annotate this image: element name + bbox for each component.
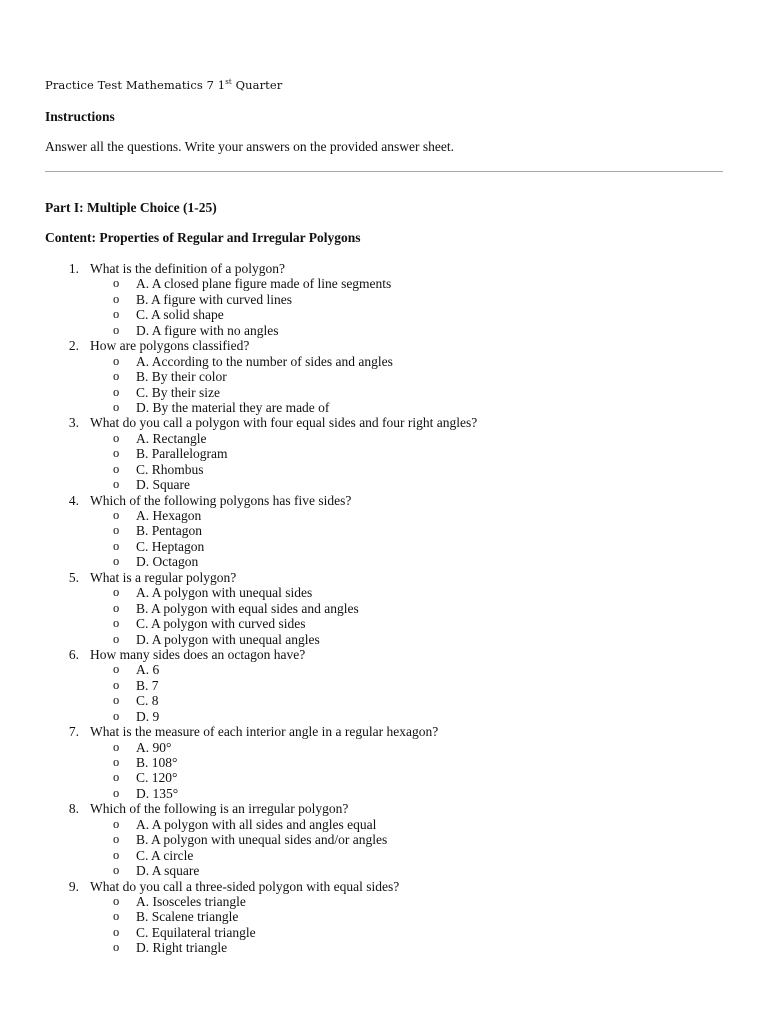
question-text: What do you call a polygon with four equal sides and four right angles? — [90, 415, 478, 431]
answer-option-text: A. 90° — [136, 739, 172, 755]
answer-option — [0, 323, 768, 338]
question-number: 6. — [68, 646, 79, 662]
answer-option — [0, 894, 768, 909]
answer-option-text: D. By the material they are made of — [136, 399, 330, 415]
answer-option-text: C. Heptagon — [136, 538, 205, 554]
answer-option-text: C. 8 — [136, 693, 159, 709]
answer-option — [0, 848, 768, 863]
answer-option-text: C. A polygon with curved sides — [136, 616, 306, 632]
answer-option-text: A. A polygon with unequal sides — [136, 585, 313, 601]
question-text: How many sides does an octagon have? — [90, 646, 306, 662]
bullet-icon: o — [113, 816, 120, 831]
answer-option — [0, 755, 768, 770]
answer-option — [0, 385, 768, 400]
answer-option-text: D. A square — [136, 863, 200, 879]
bullet-icon: o — [113, 677, 120, 692]
answer-option — [0, 523, 768, 538]
answer-option — [0, 585, 768, 600]
bullet-icon: o — [113, 585, 120, 600]
bullet-icon: o — [113, 863, 120, 878]
bullet-icon: o — [113, 893, 120, 908]
question-number: 1. — [68, 261, 79, 276]
bullet-icon: o — [113, 600, 120, 615]
answer-option — [0, 909, 768, 924]
question-number: 4. — [68, 492, 79, 508]
question-list — [0, 261, 768, 956]
question-item — [0, 493, 768, 508]
question-text: Which of the following is an irregular polygon? — [90, 801, 349, 817]
answer-option-text: A. According to the number of sides and angles — [136, 353, 393, 369]
bullet-icon: o — [113, 924, 120, 939]
bullet-icon: o — [113, 940, 120, 955]
question-item — [0, 647, 768, 662]
answer-option — [0, 276, 768, 291]
answer-option — [0, 832, 768, 847]
bullet-icon: o — [113, 477, 120, 492]
bullet-icon: o — [113, 508, 120, 522]
answer-option — [0, 709, 768, 724]
answer-option — [0, 632, 768, 647]
answer-option-text: B. Pentagon — [136, 523, 202, 539]
question-item — [0, 879, 768, 894]
bullet-icon: o — [113, 554, 120, 569]
question-item — [0, 570, 768, 585]
page-header-title — [45, 78, 282, 92]
part-heading: Part I: Multiple Choice (1-25) — [45, 200, 217, 215]
bullet-icon: o — [113, 523, 120, 538]
answer-option-text: D. A polygon with unequal angles — [136, 631, 320, 647]
answer-option — [0, 601, 768, 616]
bullet-icon: o — [113, 461, 120, 476]
question-item — [0, 415, 768, 430]
content-heading: Content: Properties of Regular and Irregular Polygons — [45, 230, 361, 245]
question-text: What is the definition of a polygon? — [90, 261, 285, 276]
bullet-icon: o — [113, 307, 120, 322]
bullet-icon: o — [113, 353, 120, 368]
question-number: 8. — [68, 801, 79, 817]
question-text: What is a regular polygon? — [90, 569, 237, 585]
answer-option-text: C. Equilateral triangle — [136, 924, 256, 940]
answer-option-text: D. 135° — [136, 785, 179, 801]
bullet-icon: o — [113, 847, 120, 862]
answer-option — [0, 446, 768, 461]
answer-option — [0, 616, 768, 631]
answer-option — [0, 508, 768, 523]
horizontal-divider — [45, 171, 723, 172]
header-title-prefix: Practice Test Mathematics 7 1 — [45, 78, 226, 92]
answer-option-text: B. 108° — [136, 755, 178, 770]
answer-option — [0, 740, 768, 755]
answer-option-text: B. A polygon with equal sides and angles — [136, 600, 359, 616]
question-item — [0, 801, 768, 816]
answer-option-text: B. Parallelogram — [136, 446, 228, 462]
answer-option — [0, 770, 768, 785]
answer-option — [0, 786, 768, 801]
bullet-icon: o — [113, 276, 120, 291]
header-title-superscript: st — [225, 78, 232, 86]
answer-option — [0, 477, 768, 492]
answer-option-text: A. A closed plane figure made of line segments — [136, 276, 392, 292]
answer-option-text: B. 7 — [136, 677, 159, 693]
answer-option — [0, 292, 768, 307]
answer-option-text: C. A solid shape — [136, 307, 224, 323]
question-text: What do you call a three-sided polygon with equal sides? — [90, 878, 400, 894]
answer-option — [0, 307, 768, 322]
answer-option — [0, 354, 768, 369]
answer-option-text: C. By their size — [136, 384, 220, 400]
answer-option — [0, 554, 768, 569]
instructions-text: Answer all the questions. Write your answers on the provided answer sheet. — [45, 139, 454, 154]
answer-option-text: C. A circle — [136, 847, 194, 863]
bullet-icon: o — [113, 755, 120, 769]
answer-option-text: B. Scalene triangle — [136, 909, 239, 925]
answer-option — [0, 662, 768, 677]
answer-option-text: A. 6 — [136, 662, 160, 678]
bullet-icon: o — [113, 446, 120, 461]
bullet-icon: o — [113, 785, 120, 800]
answer-option-text: C. 120° — [136, 770, 178, 786]
answer-option-text: D. 9 — [136, 708, 160, 724]
question-text: How are polygons classified? — [90, 338, 250, 354]
question-number: 2. — [68, 338, 79, 354]
bullet-icon: o — [113, 739, 120, 754]
question-number: 3. — [68, 415, 79, 431]
question-number: 5. — [68, 569, 79, 585]
bullet-icon: o — [113, 909, 120, 924]
question-number: 7. — [68, 724, 79, 740]
answer-option — [0, 369, 768, 384]
answer-option-text: B. A polygon with unequal sides and/or angles — [136, 832, 388, 848]
answer-option-text: D. Right triangle — [136, 940, 228, 956]
bullet-icon: o — [113, 322, 120, 337]
answer-option-text: A. A polygon with all sides and angles equal — [136, 816, 377, 832]
answer-option — [0, 462, 768, 477]
question-item — [0, 261, 768, 276]
question-text: Which of the following polygons has five sides? — [90, 492, 352, 508]
header-title-suffix: Quarter — [231, 78, 283, 92]
answer-option — [0, 925, 768, 940]
answer-option-text: D. Square — [136, 477, 190, 493]
answer-option — [0, 817, 768, 832]
answer-option-text: D. A figure with no angles — [136, 322, 279, 338]
bullet-icon: o — [113, 770, 120, 785]
answer-option-text: D. Octagon — [136, 554, 199, 570]
answer-option — [0, 539, 768, 554]
instructions-heading: Instructions — [45, 109, 115, 124]
bullet-icon: o — [113, 631, 120, 646]
bullet-icon: o — [113, 430, 120, 445]
bullet-icon: o — [113, 399, 120, 414]
answer-option — [0, 431, 768, 446]
answer-option-text: A. Isosceles triangle — [136, 893, 246, 909]
question-number: 9. — [68, 878, 79, 894]
question-item — [0, 724, 768, 739]
answer-option — [0, 940, 768, 955]
answer-option — [0, 678, 768, 693]
answer-option-text: A. Hexagon — [136, 508, 202, 523]
bullet-icon: o — [113, 384, 120, 399]
bullet-icon: o — [113, 369, 120, 384]
bullet-icon: o — [113, 693, 120, 708]
answer-option-text: A. Rectangle — [136, 430, 207, 446]
question-text: What is the measure of each interior angle in a regular hexagon? — [90, 724, 439, 740]
question-item — [0, 338, 768, 353]
bullet-icon: o — [113, 708, 120, 723]
answer-option-text: B. A figure with curved lines — [136, 291, 292, 307]
bullet-icon: o — [113, 538, 120, 553]
bullet-icon: o — [113, 616, 120, 631]
answer-option — [0, 693, 768, 708]
answer-option — [0, 863, 768, 878]
bullet-icon: o — [113, 662, 120, 677]
bullet-icon: o — [113, 291, 120, 306]
answer-option — [0, 400, 768, 415]
answer-option-text: B. By their color — [136, 369, 227, 385]
bullet-icon: o — [113, 832, 120, 847]
answer-option-text: C. Rhombus — [136, 461, 204, 477]
